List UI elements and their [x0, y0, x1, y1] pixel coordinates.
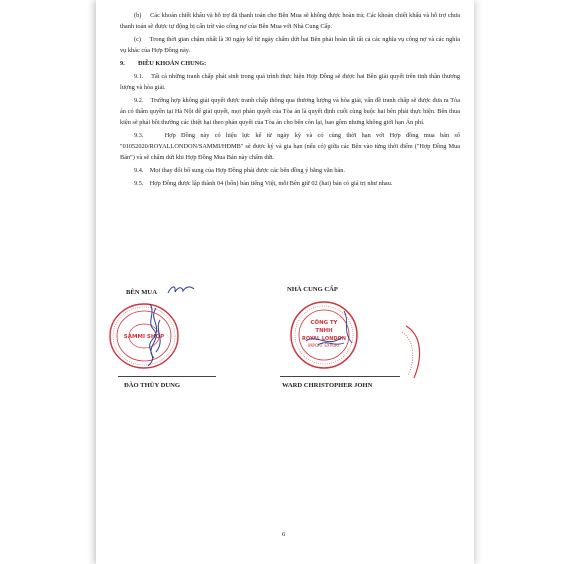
- contract-text: [120, 10, 460, 191]
- page-number: 6: [282, 531, 286, 538]
- clause-9-5: 9.5. Hợp Đồng được lập thành 04 (bốn) bản tiếng Việt, mỗi Bên giữ 02 (hai) bản có giá trị như nhau.: [134, 180, 393, 187]
- section-heading: [120, 58, 460, 69]
- clause-9-3: 9.3. Hợp Đồng này có hiệu lực kể từ ngày ký và có cùng thời hạn với Hợp đồng mua bán số "01052020/ROYALLONDON/SAMMI/HĐMB" sẽ được ký và gia hạn (nếu có) giữa các Bên vào từng thời điểm ("Hợp Đồng Mua Bán") và sẽ chấm dứt khi Hợp Đồng Mua Bán này chấm dứt.: [120, 132, 460, 162]
- supplier-signature-line: [280, 376, 400, 377]
- buyer-initials-mark: [166, 283, 198, 297]
- supplier-stamp-line-2: TNHH: [315, 328, 333, 334]
- clause-9-2: 9.2. Trường hợp không giải quyết được tranh chấp thông qua thương lượng và hòa giải, vấn đề tranh chấp sẽ được đưa ra Tòa án có thẩm quyền tại Hà Nội để giải quyết, mọi phán quyết của Tòa án là quyết định cuối cùng buộc hai bên phải thực hiện. Bên thua kiện sẽ phải bồi thường các thiệt hại theo phán quyết của Tòa án cho bên còn lại, bao gồm nhưng không giới hạn Án phí.: [120, 96, 460, 127]
- section-title: ĐIỀU KHOẢN CHUNG:: [138, 60, 207, 67]
- clause-9-4: 9.4. Mọi thay đổi bổ sung của Hợp Đồng phải được các bên đồng ý bằng văn bản.: [134, 167, 346, 175]
- supplier-stamp: [282, 297, 378, 373]
- supplier-stamp-line-1: CÔNG TY: [310, 320, 338, 326]
- supplier-name: WARD CHRISTOPHER JOHN: [282, 382, 373, 389]
- paragraph-c: (c) Trong thời gian chậm nhất là 30 ngày kể từ ngày chấm dứt hai Bên phải hoàn tất tất cả các nghĩa vụ công nợ và các nghĩa vụ khác của Hợp Đồng này.: [120, 36, 460, 55]
- paragraph-b: (b) Các khoản chiết khấu và hỗ trợ đã thanh toán cho Bên Mua sẽ không được hoàn trả; Các khoản chiết khấu và hỗ trợ chưa thanh toán sẽ được tự động bị cấn trừ vào công nợ của Bên Mua với Nhà Cung Cấp.: [120, 12, 460, 31]
- supplier-stamp-line-4: IMPORT EXPORT: [307, 343, 341, 348]
- section-number: 9.: [120, 60, 125, 67]
- clause-9-1: 9.1. Tất cả những tranh chấp phát sinh trong quá trình thực hiện Hợp Đồng sẽ được hai Bên giải quyết trên tinh thần thương lượng và hòa giải.: [120, 72, 460, 91]
- supplier-seal-edge: [400, 324, 428, 380]
- buyer-name: ĐÀO THÙY DUNG: [124, 382, 181, 389]
- buyer-role-label: BÊN MUA: [126, 289, 157, 296]
- supplier-role-label: NHÀ CUNG CẤP: [287, 286, 338, 293]
- document-page: [96, 0, 474, 564]
- buyer-stamp-text: SAMMI SHOP: [123, 334, 165, 340]
- buyer-stamp: [104, 300, 188, 372]
- supplier-stamp-line-3: ROYAL LONDON: [302, 336, 346, 342]
- buyer-signature-line: [118, 376, 216, 377]
